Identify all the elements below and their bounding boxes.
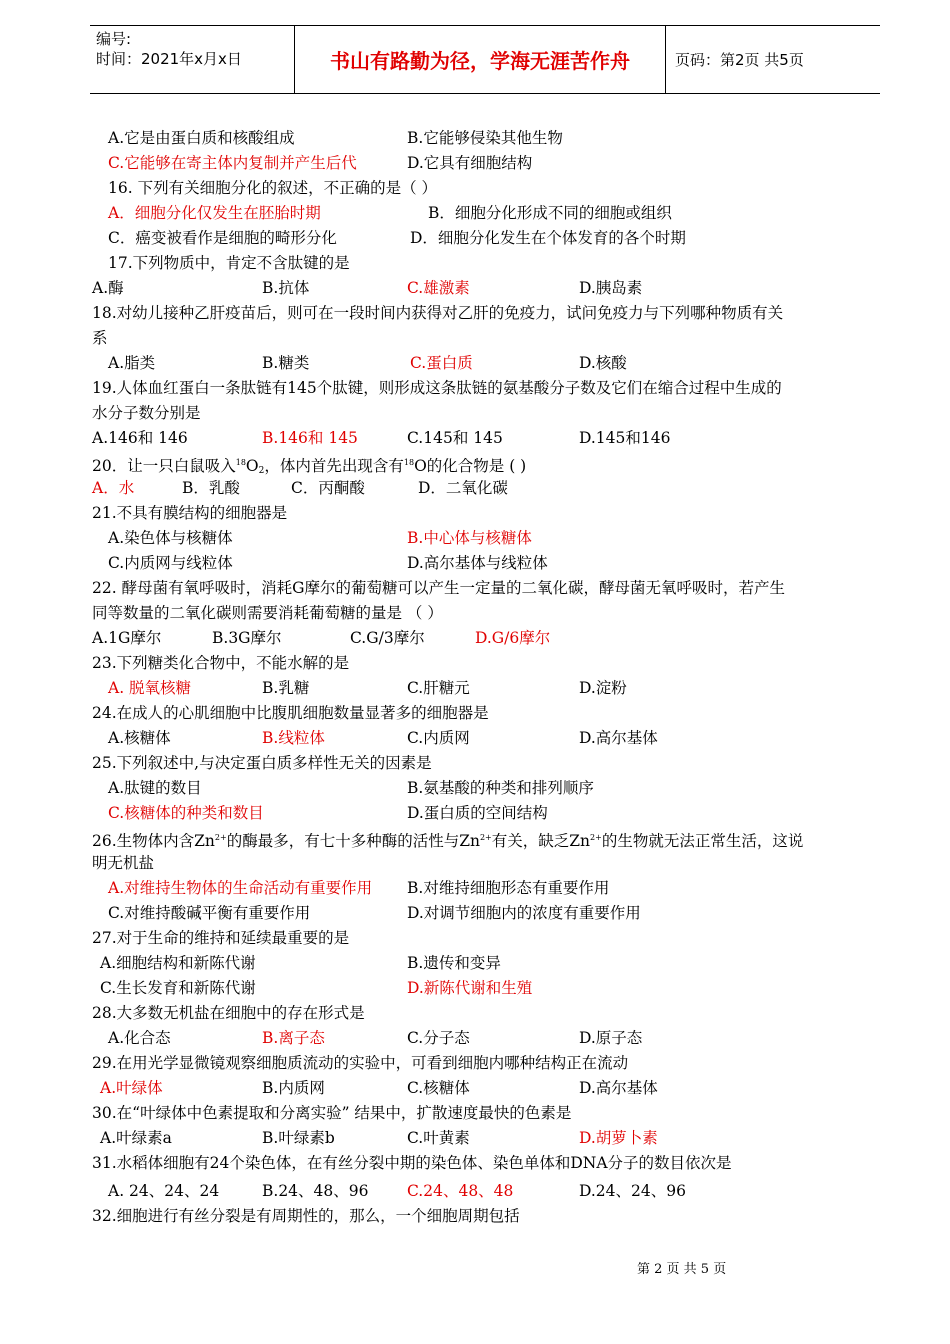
q26-sup: 2+ xyxy=(590,833,602,842)
question-16: 16. 下列有关细胞分化的叙述，不正确的是（ ） xyxy=(108,179,438,197)
question-30: 30.在“叶绿体中色素提取和分离实验” 结果中，扩散速度最快的色素是 xyxy=(92,1104,572,1122)
option: A.化合态 xyxy=(108,1029,171,1047)
option: A.肽键的数目 xyxy=(108,779,202,797)
page-footer: 第 2 页 共 5 页 xyxy=(637,1262,727,1277)
q20-part: O xyxy=(245,457,259,475)
option: D.原子态 xyxy=(579,1029,643,1047)
option: C.G/3摩尔 xyxy=(350,629,425,647)
question-26 xyxy=(92,828,803,851)
page-header xyxy=(90,25,880,94)
q26-part: 的酶最多，有七十多种酶的活性与Zn xyxy=(226,832,480,850)
option: A.1G摩尔 xyxy=(92,629,162,647)
option: B.内质网 xyxy=(262,1079,325,1097)
question-29: 29.在用光学显微镜观察细胞质流动的实验中，可看到细胞内哪种结构正在流动 xyxy=(92,1054,629,1072)
question-31: 31.水稻体细胞有24个染色体，在有丝分裂中期的染色体、染色单体和DNA分子的数目依次是 xyxy=(92,1154,732,1172)
answer-option: D.G/6摩尔 xyxy=(475,629,551,647)
option: B.它能够侵染其他生物 xyxy=(407,129,563,147)
option: A.叶绿素a xyxy=(100,1129,172,1147)
question-22: 22. 酵母菌有氧呼吸时，消耗G摩尔的葡萄糖可以产生一定量的二氧化碳，酵母菌无氧呼吸时，若产生 xyxy=(92,579,785,597)
option: C.分子态 xyxy=(407,1029,470,1047)
option: A.146和 146 xyxy=(92,429,188,447)
answer-option: A.叶绿体 xyxy=(100,1079,163,1097)
q26-part: 有关，缺乏Zn xyxy=(491,832,591,850)
serial-label: 编号: xyxy=(96,30,132,48)
question-25: 25.下列叙述中,与决定蛋白质多样性无关的因素是 xyxy=(92,754,432,772)
q20-part: ，体内首先出现含有 xyxy=(264,457,404,475)
option: A.染色体与核糖体 xyxy=(108,529,233,547)
answer-option: C.24、48、48 xyxy=(407,1182,514,1200)
time-label: 时间：2021年x月x日 xyxy=(96,50,242,68)
option: D.它具有细胞结构 xyxy=(407,154,533,172)
option: A.酶 xyxy=(92,279,124,297)
answer-option: C.它能够在寄主体内复制并产生后代 xyxy=(108,154,357,172)
option: C．丙酮酸 xyxy=(291,479,365,497)
option: B．乳酸 xyxy=(182,479,240,497)
answer-option: D.胡萝卜素 xyxy=(579,1129,658,1147)
option: D．二氧化碳 xyxy=(418,479,508,497)
answer-option: B.线粒体 xyxy=(262,729,325,747)
header-motto: 书山有路勤为径，学海无涯苦作舟 xyxy=(295,26,666,93)
option: B.氨基酸的种类和排列顺序 xyxy=(407,779,594,797)
question-27: 27.对于生命的维持和延续最重要的是 xyxy=(92,929,350,947)
option: A.它是由蛋白质和核酸组成 xyxy=(108,129,295,147)
option: B.抗体 xyxy=(262,279,310,297)
question-28: 28.大多数无机盐在细胞中的存在形式是 xyxy=(92,1004,365,1022)
question-17: 17.下列物质中，肯定不含肽键的是 xyxy=(108,254,350,272)
header-page-info: 页码：第2页 共5页 xyxy=(675,51,804,69)
q26-sup: 2+ xyxy=(214,833,227,842)
option: D．细胞分化发生在个体发育的各个时期 xyxy=(410,229,686,247)
answer-option: A.对维持生物体的生命活动有重要作用 xyxy=(108,879,373,897)
option: C.核糖体 xyxy=(407,1079,470,1097)
option: A.核糖体 xyxy=(108,729,171,747)
option: D.核酸 xyxy=(579,354,627,372)
answer-option: A. 脱氧核糖 xyxy=(108,679,192,697)
option: D.胰岛素 xyxy=(579,279,643,297)
q20-sub: 2 xyxy=(258,466,265,476)
answer-option: C.核糖体的种类和数目 xyxy=(108,804,264,822)
option: B.3G摩尔 xyxy=(212,629,282,647)
option: D.高尔基体与线粒体 xyxy=(407,554,548,572)
answer-option: C.蛋白质 xyxy=(410,354,473,372)
q26-part: 26.生物体内含Zn xyxy=(92,832,215,850)
answer-option: C.雄激素 xyxy=(407,279,470,297)
option: B.乳糖 xyxy=(262,679,310,697)
option: B.对维持细胞形态有重要作用 xyxy=(407,879,610,897)
option: A.脂类 xyxy=(108,354,156,372)
q26-part: 的生物就无法正常生活，这说 xyxy=(601,832,804,850)
option: B.24、48、96 xyxy=(262,1182,369,1200)
option: C.生长发育和新陈代谢 xyxy=(100,979,256,997)
option: D.蛋白质的空间结构 xyxy=(407,804,548,822)
question-19-cont: 水分子数分别是 xyxy=(92,404,201,422)
q26-sup: 2+ xyxy=(479,833,492,842)
question-18: 18.对幼儿接种乙肝疫苗后，则可在一段时间内获得对乙肝的免疫力，试问免疫力与下列哪种物质有关 xyxy=(92,304,784,322)
option: C.叶黄素 xyxy=(407,1129,470,1147)
option: A. 24、24、24 xyxy=(108,1182,220,1200)
q20-part: 20．让一只白鼠吸入 xyxy=(92,457,236,475)
question-24: 24.在成人的心肌细胞中比腹肌细胞数量显著多的细胞器是 xyxy=(92,704,489,722)
answer-option: D.新陈代谢和生殖 xyxy=(407,979,533,997)
option: D.对调节细胞内的浓度有重要作用 xyxy=(407,904,641,922)
option: C.内质网 xyxy=(407,729,470,747)
q20-sup: 18 xyxy=(235,458,246,467)
option: D.24、24、96 xyxy=(579,1182,686,1200)
option: B．细胞分化形成不同的细胞或组织 xyxy=(428,204,672,222)
option: C.对维持酸碱平衡有重要作用 xyxy=(108,904,311,922)
header-meta xyxy=(90,26,295,93)
option: B.糖类 xyxy=(262,354,310,372)
answer-option: A．水 xyxy=(92,479,135,497)
option: B.遗传和变异 xyxy=(407,954,501,972)
option: C.145和 145 xyxy=(407,429,503,447)
option: D.高尔基体 xyxy=(579,729,658,747)
option: D.高尔基体 xyxy=(579,1079,658,1097)
option: A.细胞结构和新陈代谢 xyxy=(100,954,256,972)
question-20 xyxy=(92,453,526,481)
answer-option: B.146和 145 xyxy=(262,429,358,447)
answer-option: B.中心体与核糖体 xyxy=(407,529,532,547)
question-18-cont: 系 xyxy=(92,329,108,347)
question-19: 19.人体血红蛋白一条肽链有145个肽键，则形成这条肽链的氨基酸分子数及它们在缩合过程中生成的 xyxy=(92,379,782,397)
option: C.肝糖元 xyxy=(407,679,470,697)
q20-part: O的化合物是 ( ) xyxy=(414,457,527,475)
option: C．癌变被看作是细胞的畸形分化 xyxy=(108,229,337,247)
answer-option: A．细胞分化仅发生在胚胎时期 xyxy=(108,204,321,222)
question-26-cont: 明无机盐 xyxy=(92,854,155,872)
answer-option: B.离子态 xyxy=(262,1029,325,1047)
option: B.叶绿素b xyxy=(262,1129,335,1147)
option: D.145和146 xyxy=(579,429,671,447)
option: D.淀粉 xyxy=(579,679,627,697)
question-23: 23.下列糖类化合物中，不能水解的是 xyxy=(92,654,350,672)
question-22-cont: 同等数量的二氧化碳则需要消耗葡萄糖的量是 （ ） xyxy=(92,604,443,622)
option: C.内质网与线粒体 xyxy=(108,554,233,572)
question-21: 21.不具有膜结构的细胞器是 xyxy=(92,504,288,522)
question-32: 32.细胞进行有丝分裂是有周期性的，那么，一个细胞周期包括 xyxy=(92,1207,520,1225)
q20-sup: 18 xyxy=(403,458,415,467)
